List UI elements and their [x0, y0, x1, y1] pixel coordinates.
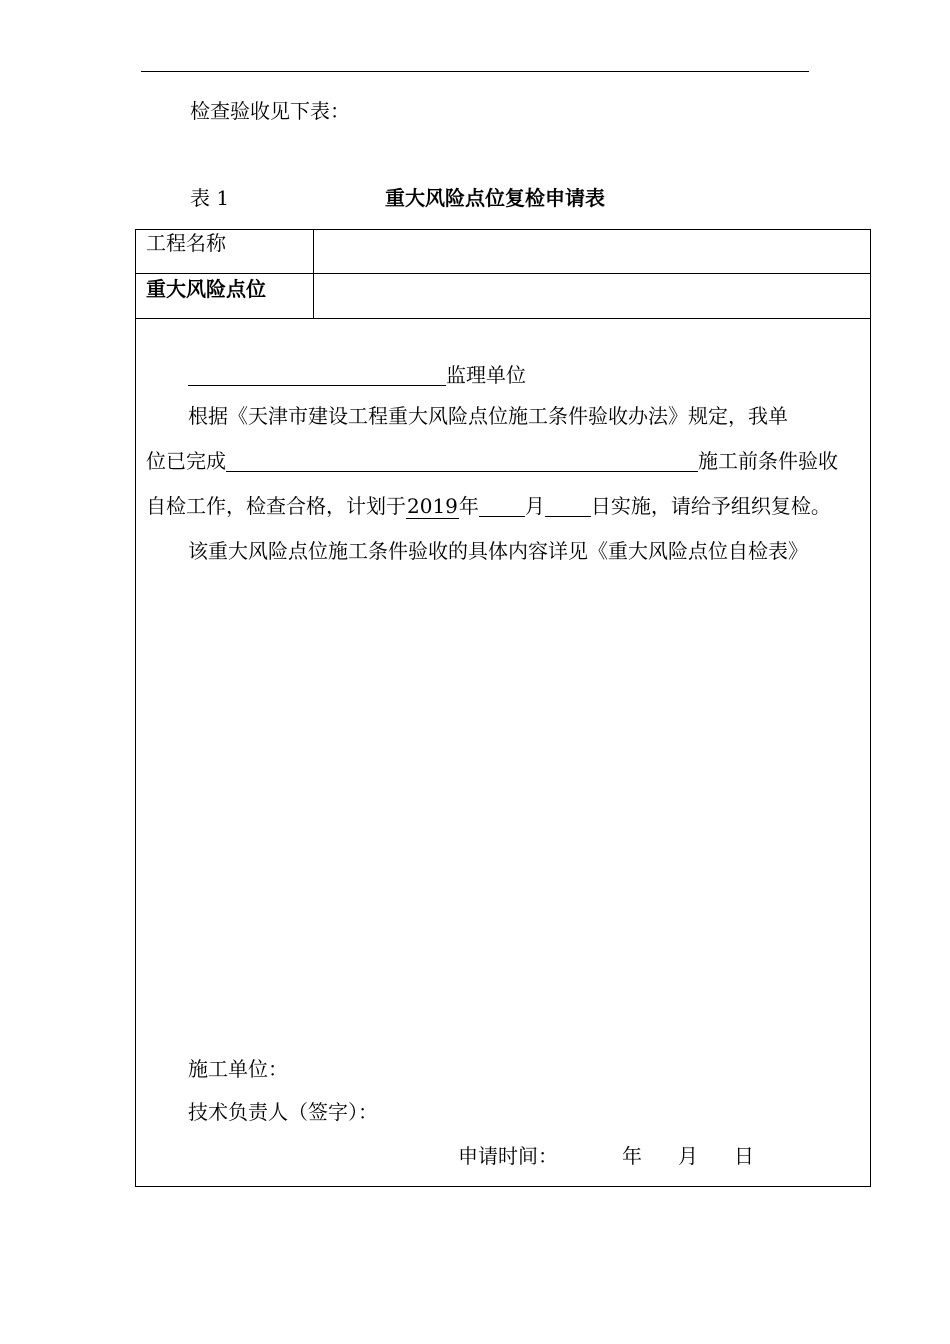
form-row-risk-point	[136, 274, 870, 319]
month-unit: 月	[524, 494, 545, 518]
planned-year-value[interactable]: 2019	[407, 494, 458, 518]
application-form	[135, 229, 871, 1187]
planned-month-blank[interactable]	[479, 494, 525, 517]
project-name-field[interactable]	[322, 234, 862, 268]
table-caption-title: 重大风险点位复检申请表	[385, 186, 605, 210]
form-row-project-name	[136, 230, 870, 274]
paragraph-1-line-3	[146, 491, 831, 521]
risk-point-field[interactable]	[322, 278, 862, 312]
completed-work-blank[interactable]	[226, 449, 698, 472]
apply-date-line	[458, 1141, 754, 1171]
risk-point-label: 重大风险点位	[146, 277, 266, 301]
paragraph-1-line-1: 根据《天津市建设工程重大风险点位施工条件验收办法》规定，我单	[188, 404, 788, 428]
completed-suffix: 施工前条件验收	[698, 449, 838, 473]
construction-unit-label: 施工单位：	[188, 1057, 288, 1081]
apply-day-unit: 日	[734, 1144, 754, 1168]
apply-month-unit: 月	[678, 1144, 698, 1168]
year-unit: 年	[458, 494, 479, 518]
apply-year-unit: 年	[622, 1144, 642, 1168]
cell-divider	[313, 274, 314, 318]
addressee-line	[188, 360, 526, 390]
day-unit-and-request: 日实施，请给予组织复检。	[590, 494, 831, 518]
project-name-label: 工程名称	[146, 231, 226, 255]
header-rule	[141, 71, 809, 72]
supervisor-unit-blank[interactable]	[188, 363, 446, 386]
planned-day-blank[interactable]	[545, 494, 591, 517]
paragraph-2: 该重大风险点位施工条件验收的具体内容详见《重大风险点位自检表》	[188, 539, 808, 563]
paragraph-1-line-2	[146, 446, 838, 476]
tech-lead-signature-label: 技术负责人（签字）：	[188, 1100, 378, 1124]
table-caption-label: 表 1	[190, 186, 230, 210]
intro-text: 检查验收见下表：	[190, 99, 350, 123]
apply-time-label: 申请时间：	[458, 1144, 558, 1168]
completed-prefix: 位已完成	[146, 449, 226, 473]
supervisor-unit-label: 监理单位	[446, 363, 526, 387]
self-check-text: 自检工作，检查合格，计划于	[146, 494, 406, 518]
cell-divider	[313, 230, 314, 273]
